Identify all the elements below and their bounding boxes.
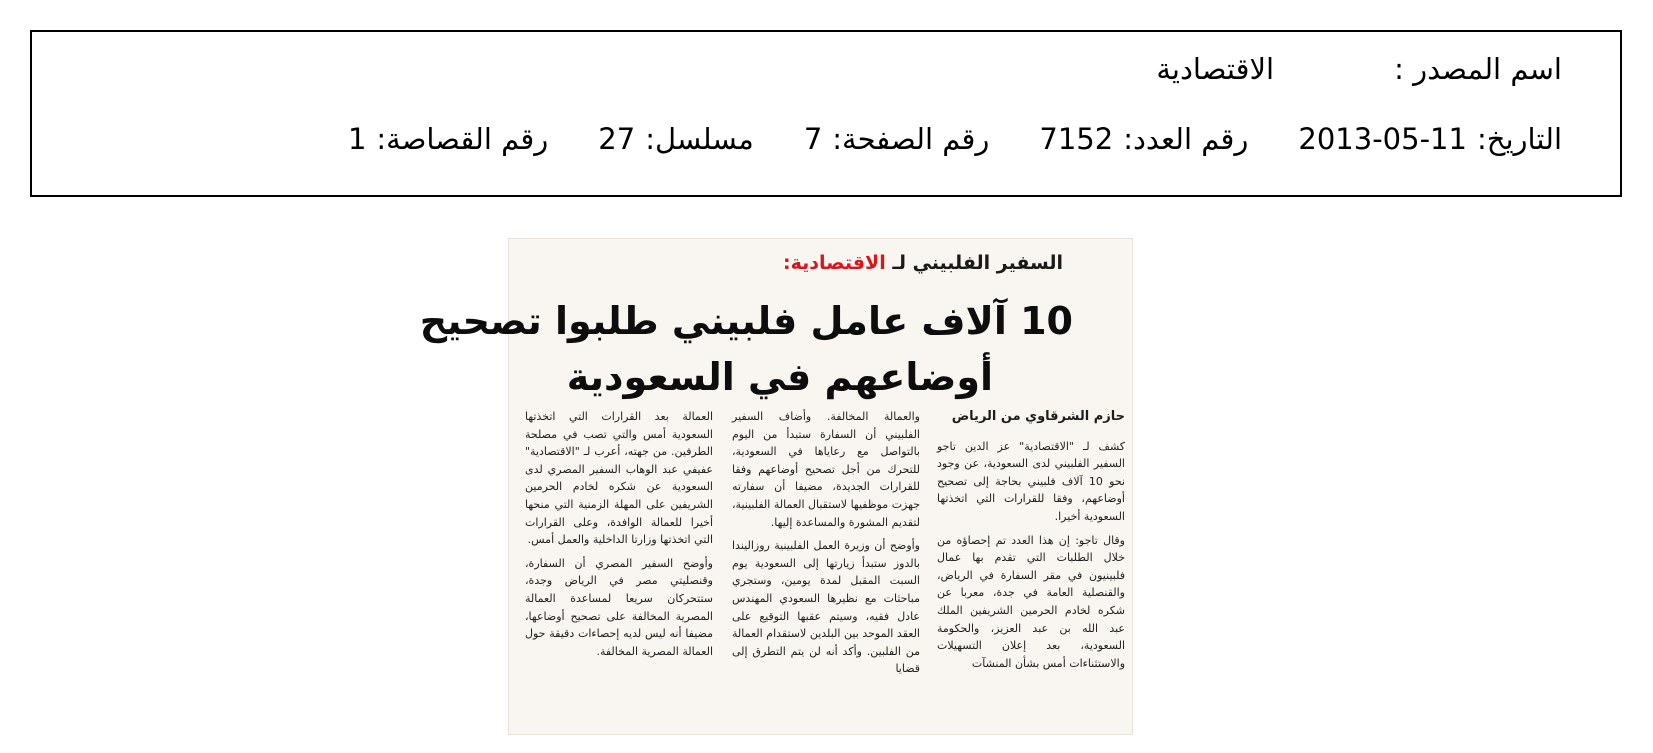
- headline-line-2: أوضاعهم في السعودية: [566, 355, 993, 399]
- column-3-paragraph-1: العمالة بعد القرارات التي اتخذتها السعودية أمس والتي تصب في مصلحة الطرفين. من جهته، أعرب لـ "الاقتصادية" عفيفي عبد الوهاب السفير المصري لدى السعودية عن شكره لخادم الحرمين الشريفين على المهلة الزمنية التي منحها أخيرا للعمالة الوافدة، وعلى القرارات التي اتخذتها وزارتا الداخلية والعمل أمس.: [525, 410, 713, 547]
- headline-line-1: 10 آلاف عامل فلبيني طلبوا تصحيح: [419, 299, 1073, 343]
- details-row: [348, 122, 1562, 156]
- page-number-value: 7: [803, 122, 823, 156]
- article-column-3: [525, 408, 713, 728]
- clip-number-value: 1: [347, 122, 367, 156]
- article-columns: [508, 408, 1133, 728]
- article-column-1: [937, 408, 1125, 728]
- column-1-paragraph-1: كشف لـ "الاقتصادية" عز الدين تاجو السفير الفلبيني لدى السعودية، عن وجود نحو 10 آلاف فلبيني بحاجة إلى تصحيح أوضاعهم، وفقا للقرارات التي اتخذتها السعودية أخيرا.: [937, 439, 1125, 523]
- date-value: 2013-05-11: [1298, 122, 1467, 156]
- serial-label: مسلسل:: [645, 122, 754, 156]
- source-label: اسم المصدر :: [1394, 52, 1562, 86]
- kicker-brand: الاقتصادية:: [782, 252, 886, 274]
- article-kicker: [783, 252, 1063, 274]
- column-2-paragraph-2: وأوضح أن وزيرة العمل الفلبينية روزاليندا بالدوز ستبدأ زيارتها إلى السعودية يوم السبت المقبل لمدة يومين، وستجري مباحثات مع نظيرها السعودي المهندس عادل فقيه، وسيتم عقبها التوقيع على العقد الموحد بين البلدين لاستقدام العمالة من الفلبين. وأكد أنه لن يتم التطرق إلى قضايا: [732, 539, 920, 676]
- issue-value: 7152: [1039, 122, 1114, 156]
- column-1-paragraph-2: وقال تاجو: إن هذا العدد تم إحصاؤه من خلال الطلبات التي تقدم بها عمال فلبينيون في مقر السفارة في الرياض، والقنصلية العامة في جدة، معربا عن شكره لخادم الحرمين الشريفين الملك عبد الله بن عبد العزيز، والحكومة السعودية، بعد إعلان التسهيلات والاستثناءات أمس بشأن المنشآت: [937, 533, 1125, 670]
- source-metadata-box: [30, 30, 1622, 197]
- column-2-paragraph-1: والعمالة المخالفة. وأضاف السفير الفلبيني أن السفارة ستبدأ من اليوم بالتواصل مع رعاياها في السعودية، للتحرك من أجل تصحيح أوضاعهم وفقا للقرارات الجديدة، مضيفا أن سفارته جهزت موظفيها لاستقبال العمالة الفلبينية، لتقديم المشورة والمساعدة إليها.: [732, 410, 920, 529]
- serial-value: 27: [598, 122, 636, 156]
- article-byline: حازم الشرقاوي من الرياض: [951, 409, 1125, 424]
- column-3-paragraph-2: وأوضح السفير المصري أن السفارة، وقنصليتي مصر في الرياض وجدة، ستتحركان سريعا لمساعدة العمالة المصرية المخالفة على تصحيح أوضاعها، مضيفا أنه ليس لديه إحصاءات دقيقة حول العمالة المصرية المخالفة.: [525, 556, 713, 658]
- article-headline: [419, 293, 1073, 405]
- clip-number-label: رقم القصاصة:: [376, 122, 549, 156]
- article-column-2: [732, 408, 920, 728]
- page-number-label: رقم الصفحة:: [832, 122, 990, 156]
- newspaper-clipping: [419, 238, 1133, 735]
- source-row: [1156, 52, 1562, 86]
- source-value: الاقتصادية: [1156, 52, 1275, 86]
- kicker-prefix: السفير الفلبيني لـ: [892, 252, 1063, 274]
- date-label: التاريخ:: [1476, 122, 1562, 156]
- issue-label: رقم العدد:: [1123, 122, 1249, 156]
